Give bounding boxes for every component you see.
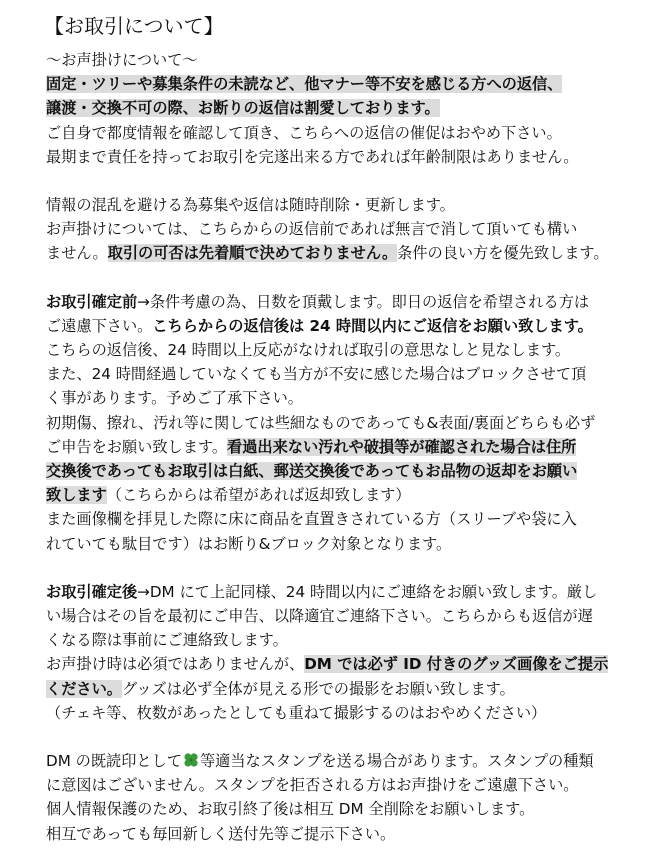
section-dm [46, 749, 639, 846]
section-after-deal [46, 580, 639, 725]
text-line [46, 241, 639, 265]
text-line [46, 72, 639, 96]
text-line [46, 459, 639, 483]
highlighted-text: 交換後であってもお取引は白紙、郵送交換後であってもお品物の返却をお願い [46, 462, 578, 481]
text-segment: （こちらからは希望があれば返却致します） [106, 486, 411, 505]
bold-label: お取引確定前 [46, 292, 138, 311]
text-line: 個人情報保護のため、お取引終了後は相互 DM 全削除をお願いします。 [46, 800, 535, 819]
text-segment: ご遠慮下さい。 [46, 316, 153, 335]
text-line: また画像欄を拝見した際に床に商品を直置きされている方（スリーブや袋に入 [46, 510, 577, 529]
text-line [46, 435, 639, 459]
highlighted-text: 固定・ツリーや募集条件の未読など、他マナー等不安を感じる方への返信、 [46, 75, 563, 94]
text-line [46, 580, 639, 604]
text-line: く事があります。予めご了承下さい。 [46, 389, 303, 408]
section-info [46, 193, 639, 266]
text-line: 情報の混乱を避ける為募集や返信は随時削除・更新します。 [46, 196, 455, 215]
text-segment: グッズは必ず全体が見える形での撮影をお願い致します。 [121, 679, 515, 698]
paragraph-gap [46, 266, 639, 290]
text-segment: 条件の良い方を優先致します。 [397, 244, 609, 263]
highlighted-text: ください。 [46, 679, 122, 698]
text-line: くなる際は事前にご連絡致します。 [46, 631, 288, 650]
text-line [46, 290, 639, 314]
text-segment: →DM にて上記同様、24 時間以内にご連絡をお願い致します。厳し [137, 582, 598, 601]
paragraph-gap [46, 556, 639, 580]
text-line [46, 749, 639, 773]
bold-label: お取引確定後 [46, 582, 138, 601]
text-line [46, 652, 639, 676]
text-segment: →条件考慮の為、日数を頂戴します。即日の返信を希望される方は [137, 292, 590, 311]
text-segment: ません。 [46, 244, 108, 263]
paragraph-gap [46, 725, 639, 749]
text-line: （チェキ等、枚数があったとしても重ねて撮影するのはおやめください） [46, 703, 547, 722]
text-segment: お声掛け時は必須ではありませんが、 [46, 655, 305, 674]
text-line [46, 677, 639, 701]
text-segment: ご申告をお願い致します。 [46, 437, 228, 456]
section-before-deal [46, 290, 639, 556]
highlighted-text: 看過出来ない汚れや破損等が確認された場合は住所 [227, 437, 577, 456]
text-line: 初期傷、擦れ、汚れ等に関しては些細なものであっても&表面/裏面どちらも必ず [46, 413, 596, 432]
paragraph-gap [46, 169, 639, 193]
text-segment: 等適当なスタンプを送る場合があります。スタンプの種類 [199, 752, 594, 771]
text-line: 相互であっても毎回新しく送付先等ご提示下さい。 [46, 824, 396, 843]
text-line: また、24 時間経過していなくても当方が不安に感じた場合はブロックさせて頂 [46, 365, 587, 384]
text-segment: DM の既読印として [46, 752, 182, 771]
four-leaf-clover-icon [183, 752, 199, 768]
text-line: い場合はその旨を最初にご申告、以降適宜ご連絡下さい。こちらからも返信が遅 [46, 607, 593, 626]
bold-text: こちらからの返信後は 24 時間以内にご返信をお願い致します。 [152, 316, 593, 335]
text-line [46, 483, 639, 507]
text-line: に意図はございません。スタンプを拒否される方はお声掛けをご遠慮下さい。 [46, 776, 579, 795]
text-line: 最期まで責任を持ってお取引を完遂出来る方であれば年齢制限はありません。 [46, 147, 579, 166]
text-line: お声掛けについては、こちらからの返信前であれば無言で消して頂いても構い [46, 220, 578, 239]
text-line: こちらの返信後、24 時間以上反応がなければ取引の意思なしと見なします。 [46, 341, 571, 360]
section-contact [46, 48, 639, 169]
text-line: ご自身で都度情報を確認して頂き、こちらへの返信の催促はおやめ下さい。 [46, 123, 562, 142]
highlighted-text: 致します [46, 486, 107, 505]
text-line [46, 314, 639, 338]
page-title: 【お取引について】 [44, 14, 224, 38]
highlighted-text: 取引の可否は先着順で決めておりません。 [107, 244, 398, 263]
highlighted-text: DM では必ず ID 付きのグッズ画像をご提示 [304, 655, 609, 674]
section-heading: ～お声掛けについて～ [46, 51, 198, 69]
text-line: れていても駄目です）はお断り&ブロック対象となります。 [46, 534, 452, 553]
text-line [46, 96, 639, 120]
highlighted-text: 譲渡・交換不可の際、お断りの返信は割愛しております。 [46, 99, 440, 118]
